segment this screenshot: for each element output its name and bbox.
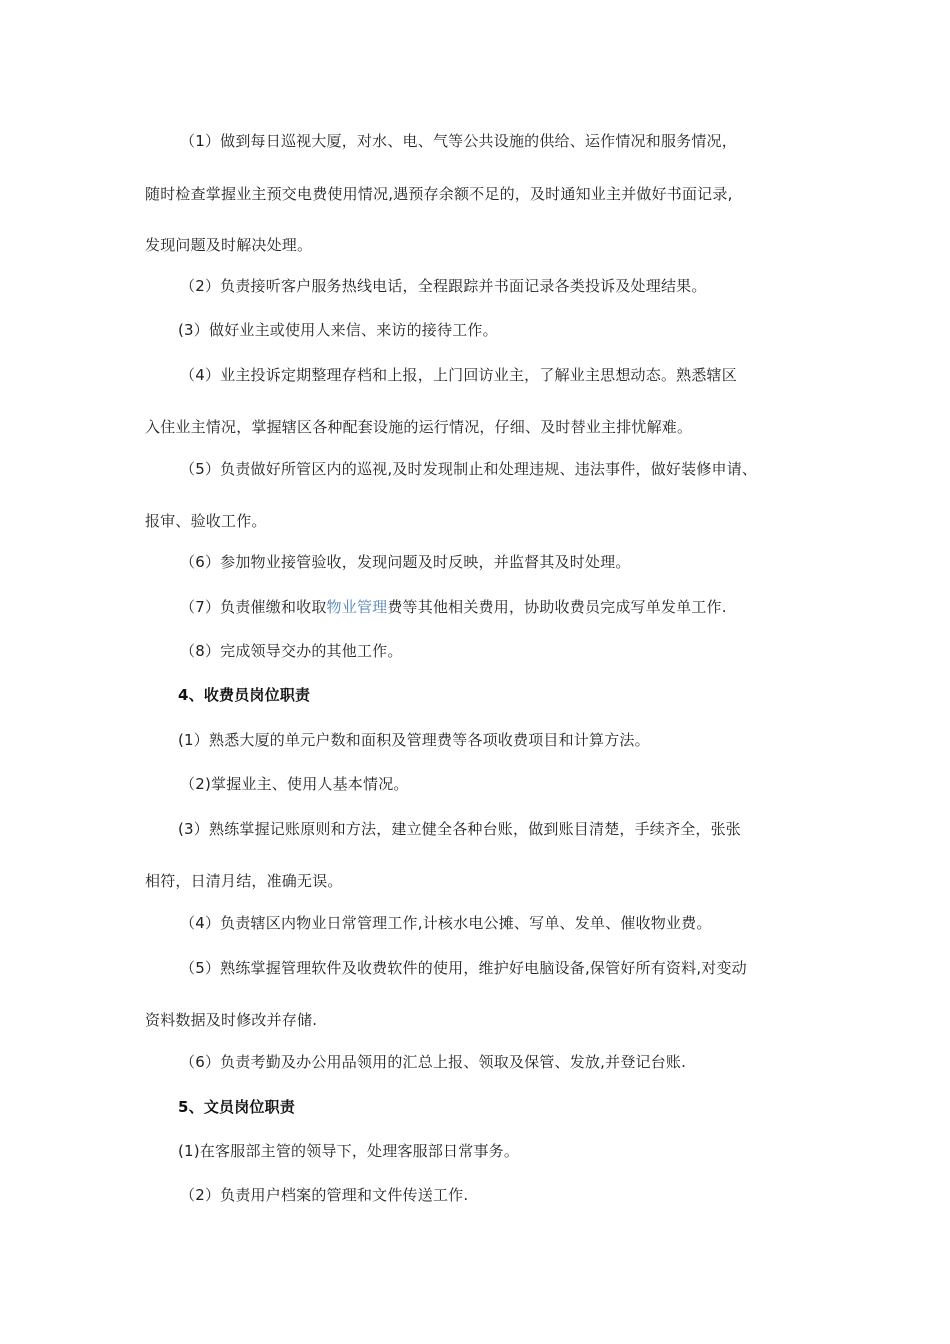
clerk-item-1: (1)在客服部主管的领导下，处理客服部日常事务。 [178,1142,520,1160]
paragraph-5-line-1: （5）负责做好所管区内的巡视,及时发现制止和处理违规、违法事件，做好装修申请、 [180,460,758,478]
section-heading-cashier: 4、收费员岗位职责 [178,686,311,704]
paragraph-7-text-before: （7）负责催缴和收取 [180,598,327,616]
cashier-item-5-line-1: （5）熟练掌握管理软件及收费软件的使用，维护好电脑设备,保管好所有资料,对变动 [180,959,747,977]
paragraph-4-line-2: 入住业主情况，掌握辖区各种配套设施的运行情况，仔细、及时替业主排忧解难。 [145,418,693,436]
paragraph-1-line-2: 随时检查掌握业主预交电费使用情况,遇预存余额不足的，及时通知业主并做好书面记录, [145,185,733,203]
cashier-item-3-line-1: (3）熟练掌握记账原则和方法，建立健全各种台账，做到账目清楚，手续齐全，张张 [178,820,741,838]
paragraph-1-line-1: （1）做到每日巡视大厦，对水、电、气等公共设施的供给、运作情况和服务情况， [180,132,737,150]
paragraph-1-line-3: 发现问题及时解决处理。 [145,236,313,254]
clerk-item-2: （2）负责用户档案的管理和文件传送工作. [180,1186,469,1204]
paragraph-6: （6）参加物业接管验收，发现问题及时反映，并监督其及时处理。 [180,553,631,571]
cashier-item-2: （2)掌握业主、使用人基本情况。 [180,775,409,793]
cashier-item-6: （6）负责考勤及办公用品领用的汇总上报、领取及保管、发放,并登记台账. [180,1053,687,1071]
paragraph-4-line-1: （4）业主投诉定期整理存档和上报，上门回访业主，了解业主思想动态。熟悉辖区 [180,366,737,384]
cashier-item-3-line-2: 相符，日清月结，准确无误。 [145,872,343,890]
section-heading-clerk: 5、文员岗位职责 [178,1098,296,1116]
paragraph-5-line-2: 报审、验收工作。 [145,512,267,530]
cashier-item-5-line-2: 资料数据及时修改并存储. [145,1011,318,1029]
property-management-link[interactable]: 物业管理 [326,598,388,616]
cashier-item-4: （4）负责辖区内物业日常管理工作,计核水电公摊、写单、发单、催收物业费。 [180,914,712,932]
cashier-item-1: (1）熟悉大厦的单元户数和面积及管理费等各项收费项目和计算方法。 [178,731,650,749]
paragraph-8: （8）完成领导交办的其他工作。 [180,642,403,660]
paragraph-3: (3）做好业主或使用人来信、来访的接待工作。 [178,321,498,339]
paragraph-7-text-after: 费等其他相关费用，协助收费员完成写单发单工作. [387,598,727,616]
paragraph-2: （2）负责接听客户服务热线电话，全程跟踪并书面记录各类投诉及处理结果。 [180,277,707,295]
paragraph-7 [180,597,727,617]
